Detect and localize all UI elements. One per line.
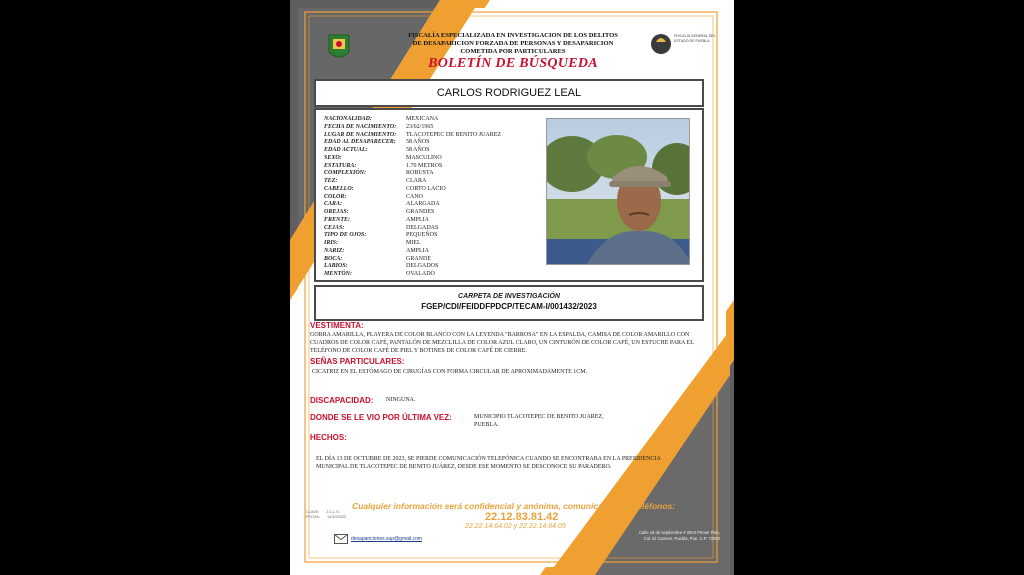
fiscalia-logo [650, 28, 718, 58]
attribute-label: TIPO DE OJOS: [324, 232, 367, 239]
attribute-value: 58 AÑOS [406, 139, 430, 146]
person-photo [546, 118, 690, 265]
hechos-title: HECHOS: [310, 433, 347, 442]
bulletin-poster [290, 0, 734, 575]
attribute-row [324, 132, 574, 140]
address [602, 530, 720, 542]
attribute-value: DELGADOS [406, 263, 439, 270]
phone-alt: 22.22.14.64.02 y 22.22.14.64.05 [465, 523, 566, 530]
last-seen-line-1: MUNICIPIO TLACOTEPEC DE BENITO JUAREZ, [474, 414, 604, 420]
person-name: CARLOS RODRIGUEZ LEAL [314, 79, 704, 107]
hechos-line-1: EL DÍA 13 DE OCTUBRE DE 2023, SE PIERDE COMUNICACIÓN TELEFÓNICA CUANDO SE ENCONTRABA EN LA PRESIDENCIA [316, 456, 661, 462]
attribute-label: ESTATURA: [324, 162, 357, 169]
attribute-row [324, 116, 574, 124]
confidential-info-text: Cualquier información será confidencial y anónima, comunícate a los teléfonos: [352, 501, 676, 511]
email-contact[interactable] [334, 534, 422, 544]
attribute-label: NARIZ: [324, 247, 345, 254]
clave-label: CLAVE: [306, 510, 320, 514]
attribute-row [324, 186, 574, 194]
fecha-label: FECHA: [306, 515, 320, 519]
attribute-label: CARA: [324, 201, 343, 208]
attribute-value: 1.70 METROS [406, 162, 443, 169]
discapacidad-value: NINGUNA. [386, 397, 416, 403]
attribute-value: CORTO LACIO [406, 185, 446, 192]
senas-title: SEÑAS PARTICULARES: [310, 357, 405, 366]
attribute-label: LUGAR DE NACIMIENTO: [324, 131, 397, 138]
attribute-value: MIEL [406, 240, 421, 246]
address-line-2: Col. El Carmen, Puebla, Pue. C.P. 72000 [643, 536, 720, 541]
senas-text: CICATRIZ EN EL ESTÓMAGO DE CIRUGÍAS CON FORMA CIRCULAR DE APROXIMADAMENTE 1CM. [312, 369, 588, 375]
attribute-label: MENTÓN: [324, 271, 352, 277]
phone-main: 22.12.83.81.42 [485, 511, 559, 523]
last-seen-line-2: PUEBLA. [474, 422, 499, 428]
attribute-row [324, 263, 574, 271]
attribute-row [324, 170, 574, 178]
attribute-label: EDAD ACTUAL: [324, 147, 368, 153]
attribute-label: COLOR: [324, 193, 347, 200]
clave-value: J.C.L.S. [326, 510, 340, 514]
carpeta-number: FGEP/CDI/FEIDDFPDCP/TECAM-I/001432/2023 [421, 302, 597, 311]
attribute-row [324, 147, 574, 155]
attribute-value: OVALADO [406, 271, 435, 277]
person-details-box [314, 108, 704, 282]
attribute-value: ROBUSTA [406, 170, 434, 177]
vestimenta-text: GORRA AMARILLA, PLAYERA DE COLOR BLANCO CON LA LEYENDA "BARROSA" EN LA ESPALDA, CAMISA DE COLOR AMARILLO CON CUADROS DE COLOR CAFÉ, PANTALÓN DE MEZCLILLA DE COLOR AZUL CLARO, UN CINTURÓN DE COLOR CAFÉ, UN ESTUCHE PARA EL TELÉFONO DE COLOR CAFÉ DE PIEL Y BOTINES DE COLOR CAFÉ DE CIERRE. [310, 332, 694, 354]
agency-header [394, 32, 632, 56]
envelope-icon [334, 534, 348, 544]
attribute-label: COMPLEXIÓN: [324, 170, 367, 177]
attribute-label: BOCA: [324, 255, 343, 262]
attribute-row [324, 124, 574, 132]
last-seen-title: DONDE SE LE VIO POR ÚLTIMA VEZ: [310, 413, 452, 422]
attribute-value: 58 AÑOS [406, 147, 430, 153]
attribute-row [324, 194, 574, 202]
attribute-row [324, 139, 574, 147]
attribute-row [324, 178, 574, 186]
attribute-value: GRANDE [406, 255, 431, 262]
attribute-label: CEJAS: [324, 224, 345, 231]
attribute-label: CABELLO: [324, 185, 354, 192]
attribute-value: TLACOTEPEC DE BENITO JUAREZ [406, 131, 502, 138]
attribute-label: EDAD AL DESAPARECER: [324, 139, 396, 146]
attribute-row [324, 155, 574, 163]
header-line-3: COMETIDA POR PARTICULARES [460, 48, 566, 55]
vestimenta-title: VESTIMENTA: [310, 321, 364, 330]
bulletin-title: BOLETÍN DE BÚSQUEDA [428, 56, 598, 71]
discapacidad-title: DISCAPACIDAD: [310, 396, 374, 405]
attribute-value: AMPLIA [406, 247, 430, 254]
attribute-row [324, 201, 574, 209]
header-line-2: DE DESAPARICION FORZADA DE PERSONAS Y DESAPARICION [412, 40, 614, 47]
puebla-shield-logo [328, 34, 350, 62]
attribute-label: OREJAS: [324, 209, 349, 215]
attribute-label: NACIONALIDAD: [324, 116, 373, 122]
attribute-value: MASCULINO [406, 154, 442, 161]
clave-fecha [306, 510, 346, 520]
attribute-value: AMPLIA [406, 216, 430, 223]
attribute-row [324, 240, 574, 248]
attribute-value: MEXICANA [406, 116, 439, 122]
attribute-row [324, 256, 574, 264]
fecha-value: 14/10/2023 [327, 515, 347, 519]
attribute-value: CLARA [406, 178, 427, 184]
header-line-1: FISCALÍA ESPECIALIZADA EN INVESTIGACION DE LOS DELITOS [408, 32, 618, 39]
attribute-label: FRENTE: [324, 216, 351, 223]
attribute-label: IRIS: [324, 240, 339, 246]
attribute-label: SEXO: [324, 154, 342, 161]
attribute-row [324, 248, 574, 256]
attribute-label: FECHA DE NACIMIENTO: [324, 123, 397, 130]
attribute-row [324, 271, 574, 279]
attribute-row [324, 217, 574, 225]
attribute-value: CANO [406, 193, 424, 200]
attribute-row [324, 209, 574, 217]
carpeta-title: CARPETA DE INVESTIGACIÓN [458, 293, 560, 300]
address-line-1: Calle 16 de septiembre # 2504 Primer Piso, [639, 530, 720, 535]
attribute-row [324, 225, 574, 233]
attribute-row [324, 232, 574, 240]
fiscalia-logo-text: FISCALÍA GENERAL DEL ESTADO DE PUEBLA [674, 34, 716, 43]
attribute-label: TEZ: [324, 178, 338, 184]
hechos-line-2: MUNICIPAL DE TLACOTEPEC DE BENITO JUÁREZ, DESDE ESE MOMENTO SE DESCONOCE SU PARADERO. [316, 464, 612, 470]
attribute-value: 23/02/1965 [406, 123, 434, 130]
attribute-label: LABIOS: [324, 263, 348, 270]
attribute-value: GRANDES [406, 209, 435, 215]
attribute-value: DELGADAS [406, 224, 439, 231]
attribute-value: ALARGADA [406, 201, 440, 208]
attribute-value: PEQUEÑOS [406, 232, 438, 239]
investigation-file-box [314, 285, 704, 321]
email-link[interactable]: desapariciones.sup@gmail.com [351, 536, 422, 542]
